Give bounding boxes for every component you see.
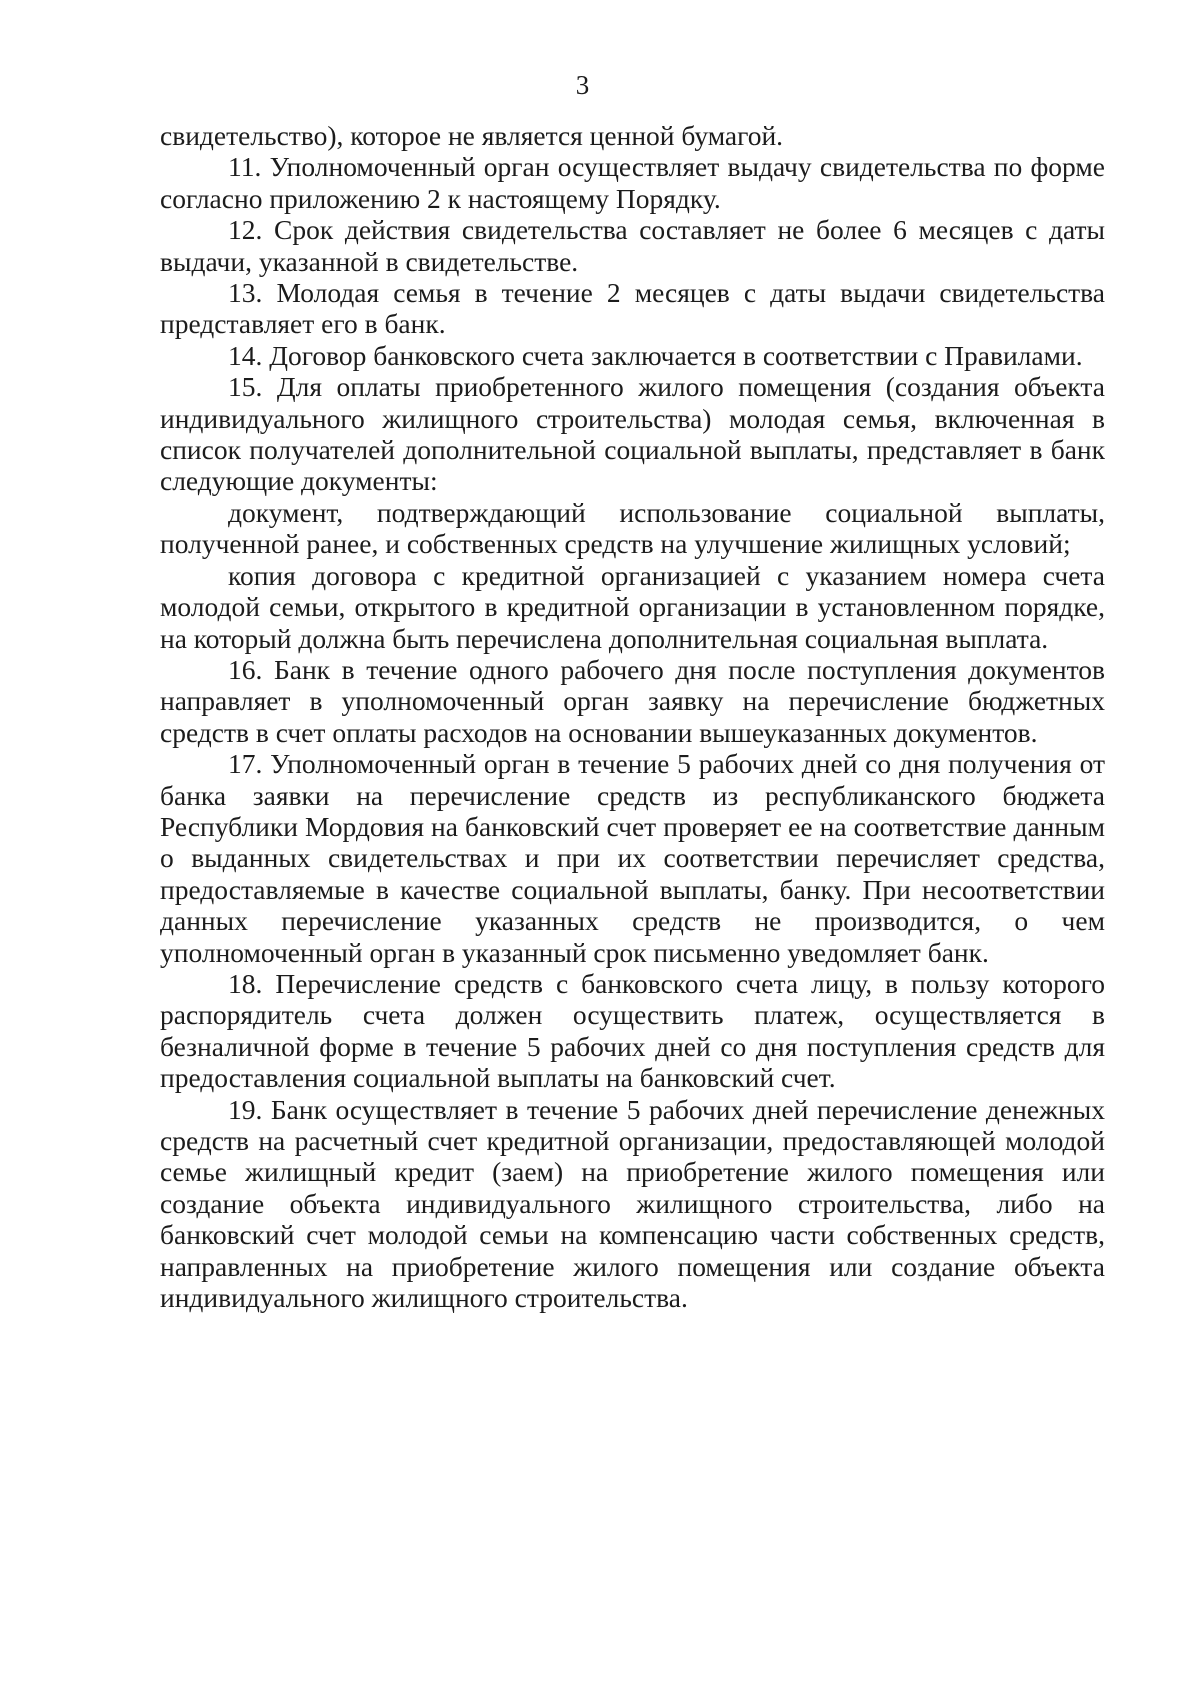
list-item-document: документ, подтверждающий использование социальной выплаты, полученной ранее, и собственных средств на улучшение жилищных условий; [160, 496, 1105, 560]
document-body [160, 120, 1105, 1313]
paragraph-15: 15. Для оплаты приобретенного жилого помещения (создания объекта индивидуального жилищного строительства) молодая семья, включенная в список получателей дополнительной социальной выплаты, представляет в банк следующие документы: [160, 371, 1105, 497]
paragraph-12: 12. Срок действия свидетельства составляет не более 6 месяцев с даты выдачи, указанной в свидетельстве. [160, 214, 1105, 277]
page-number: 3 [575, 70, 590, 100]
paragraph-14: 14. Договор банковского счета заключается в соответствии с Правилами. [228, 339, 1083, 371]
paragraph-13: 13. Молодая семья в течение 2 месяцев с даты выдачи свидетельства представляет его в банк. [160, 277, 1105, 340]
paragraph-17: 17. Уполномоченный орган в течение 5 рабочих дней со дня получения от банка заявки на перечисление средств из республиканского бюджета Республики Мордовия на банковский счет проверяет ее на соответствие данным о выданных свидетельствах и при их соответствии перечисляет средства, предоставляемые в качестве социальной выплаты, банку. При несоответствии данных перечисление указанных средств не производится, о чем уполномоченный орган в указанный срок письменно уведомляет банк. [160, 748, 1105, 968]
paragraph-16: 16. Банк в течение одного рабочего дня после поступления документов направляет в уполномоченный орган заявку на перечисление бюджетных средств в счет оплаты расходов на основании вышеуказанных документов. [160, 653, 1105, 748]
paragraph-11: 11. Уполномоченный орган осуществляет выдачу свидетельства по форме согласно приложению 2 к настоящему Порядку. [160, 151, 1105, 214]
paragraph-18: 18. Перечисление средств с банковского счета лицу, в пользу которого распорядитель счета должен осуществить платеж, осуществляется в безналичной форме в течение 5 рабочих дней со дня поступления средств для предоставления социальной выплаты на банковский счет. [160, 967, 1105, 1094]
paragraph-19: 19. Банк осуществляет в течение 5 рабочих дней перечисление денежных средств на расчетный счет кредитной организации, предоставляющей молодой семье жилищный кредит (заем) на приобретение жилого помещения или создание объекта индивидуального жилищного строительства, либо на банковский счет молодой семьи на компенсацию части собственных средств, направленных на приобретение жилого помещения или создание объекта индивидуального жилищного строительства. [160, 1093, 1105, 1314]
list-item-contract-copy: копия договора с кредитной организацией с указанием номера счета молодой семьи, открытого в кредитной организации в установленном порядке, на который должна быть перечислена дополнительная социальная выплата. [160, 559, 1105, 654]
paragraph-continuation: свидетельство), которое не является ценной бумагой. [160, 120, 784, 151]
